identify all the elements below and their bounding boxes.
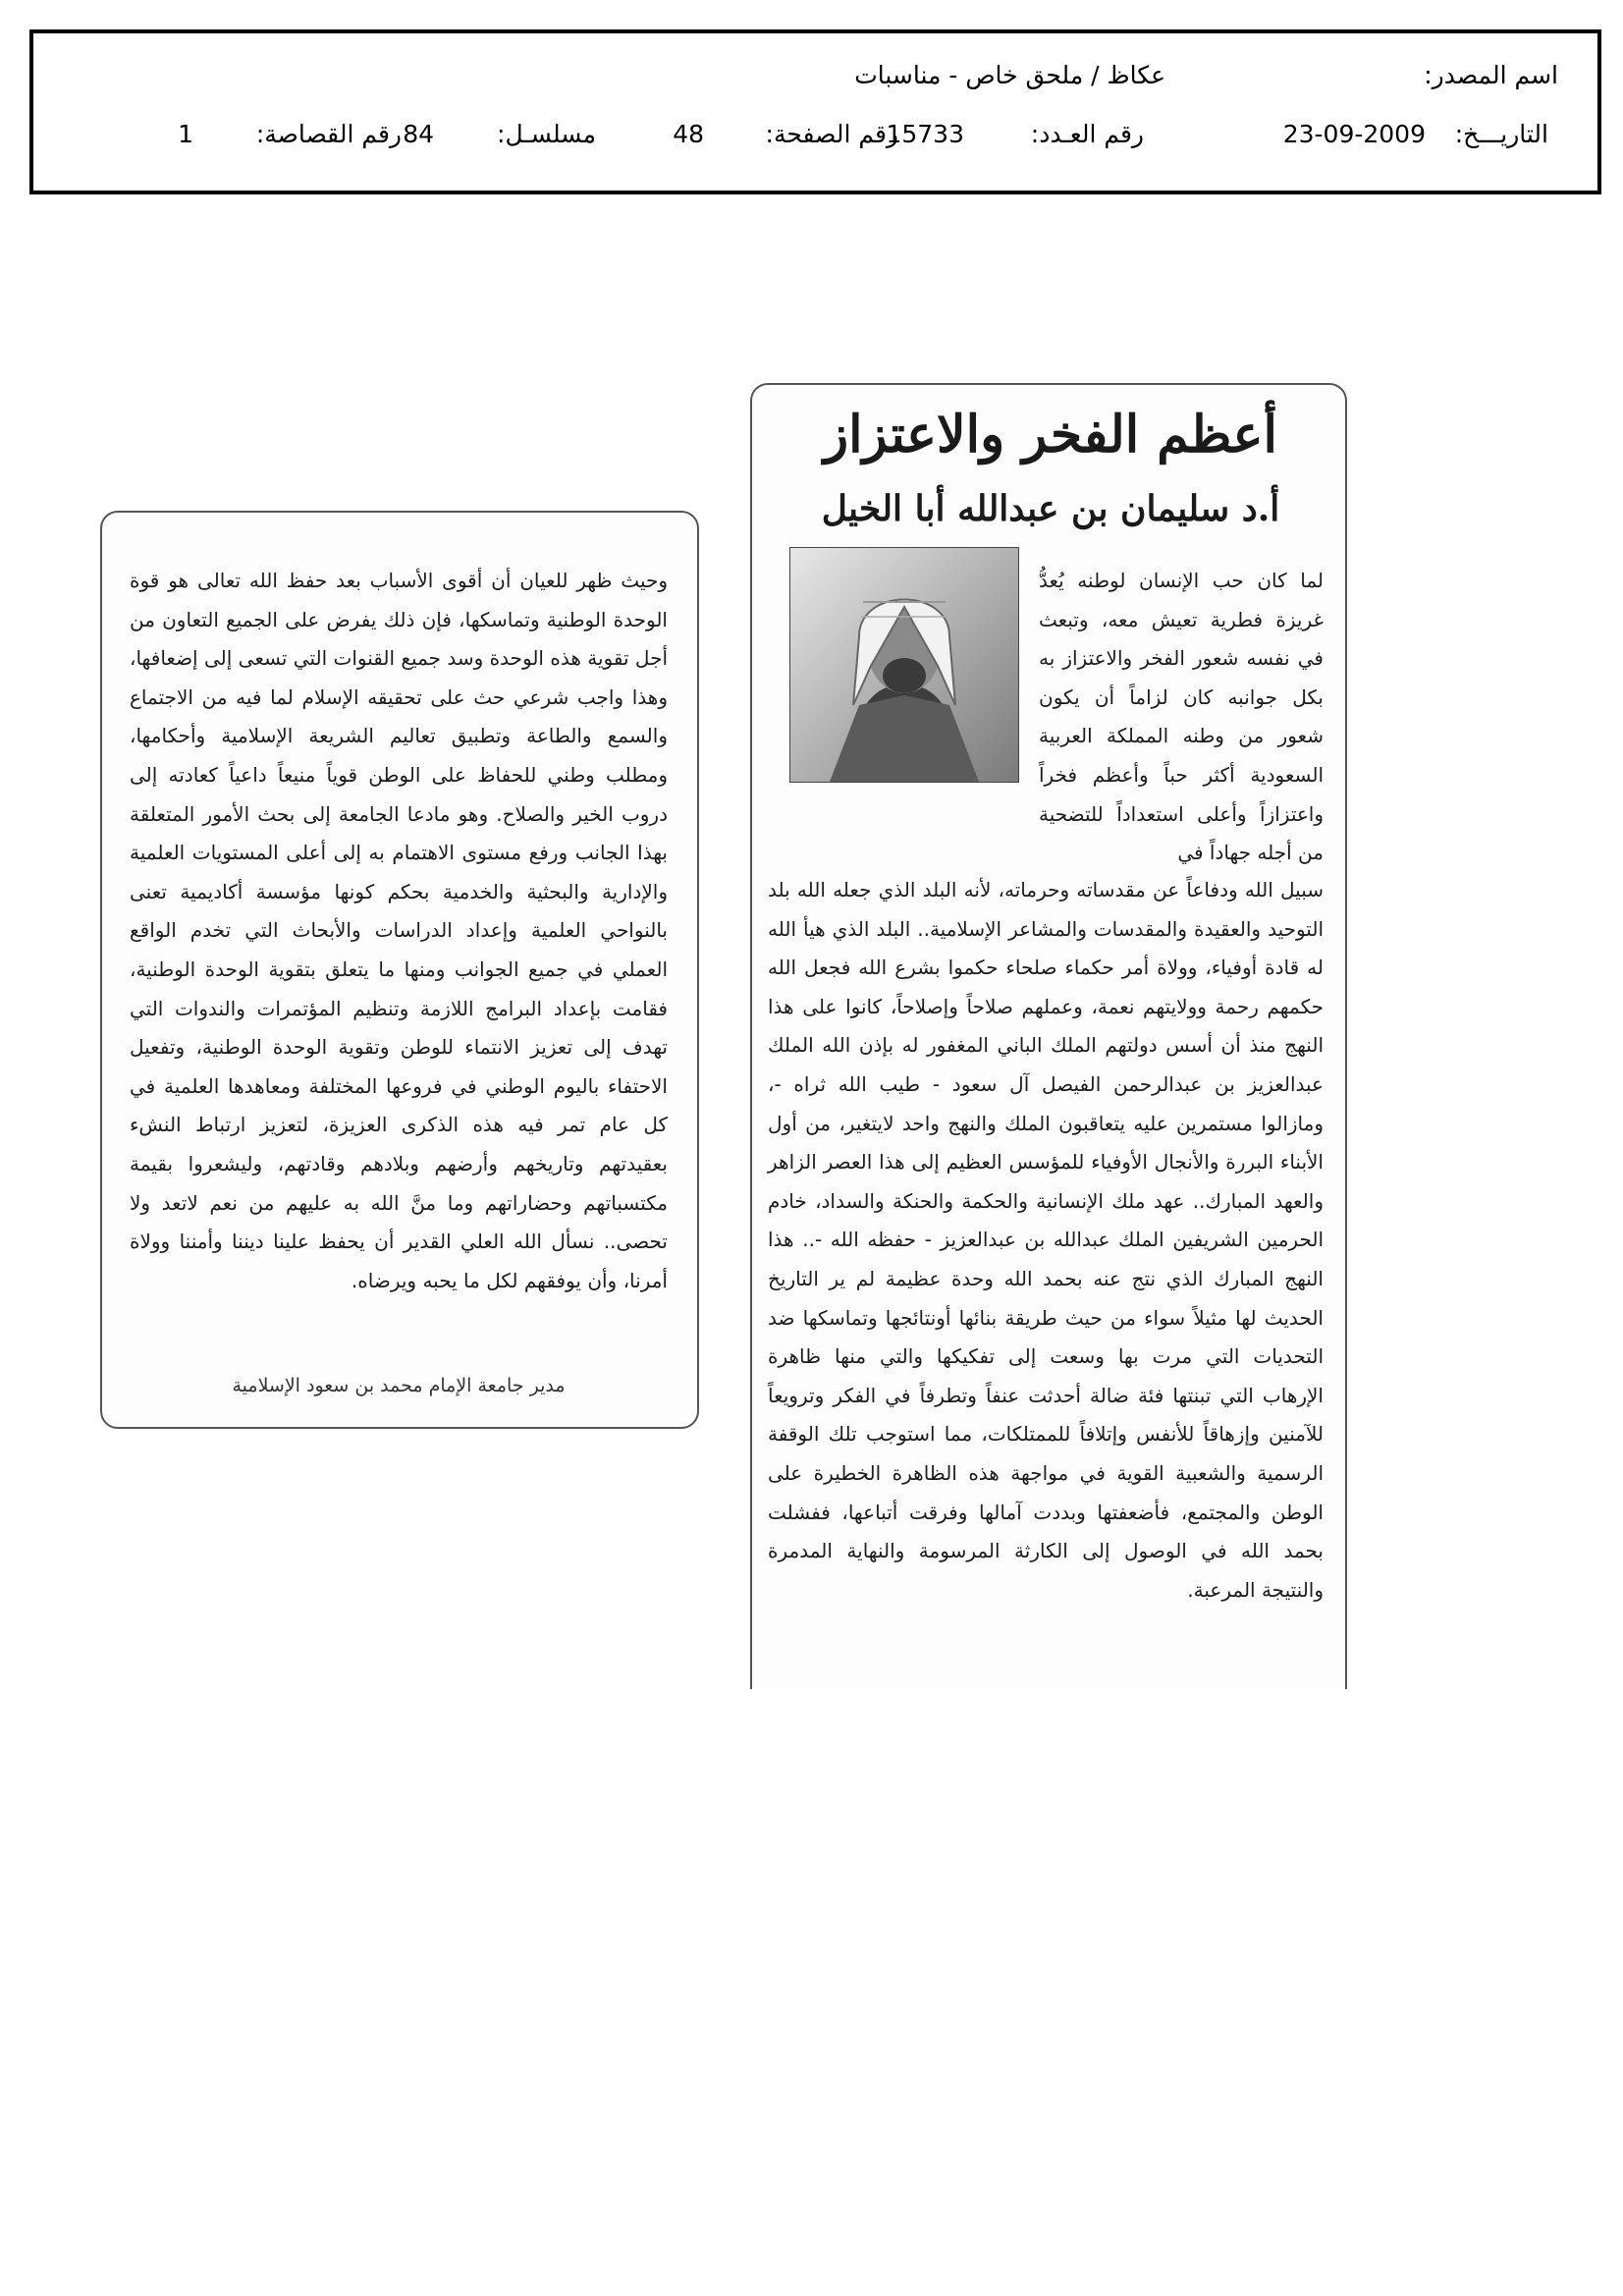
clip-number-label: رقم القصاصة: <box>255 120 402 148</box>
serial-value: 84 <box>403 120 434 148</box>
author-portrait-image <box>790 548 1018 782</box>
article-clip-continuation <box>100 511 699 1429</box>
source-label: اسم المصدر: <box>1424 61 1558 89</box>
serial-label: مسلسـل: <box>497 120 596 148</box>
article-paragraph-continued: وحيث ظهر للعيان أن أقوى الأسباب بعد حفظ الله تعالى هو قوة الوحدة الوطنية وتماسكها، فإن ذلك يفرض على الجميع التعاون من أجل تقوية هذه الوحدة وسد جميع القنوات التي تسعى إلى إضعافها، وهذا واجب شرعي حث على تحقيقه الإسلام لما فيه من الاجتماع والسمع والطاعة وتطبيق تعاليم الشريعة الإسلامية وأحكامها، ومطلب وطني للحفاظ على الوطن قوياً منيعاً داعياً كعادته إلى دروب الخير والصلاح. وهو مادعا الجامعة إلى بحث الأمور المتعلقة بهذا الجانب ورفع مستوى الاهتمام به إلى أعلى المستويات العلمية والإدارية والبحثية والخدمية بحكم كونها مؤسسة أكاديمية تعنى بالنواحي العلمية وإعداد الدراسات والأبحاث التي تخدم الواقع العملي في جميع الجوانب ومنها ما يتعلق بتقوية الوحدة الوطنية، فقامت بإعداد البرامج اللازمة وتنظيم المؤتمرات والندوات التي تهدف إلى تعزيز الانتماء للوطن وتقوية الوحدة الوطنية، وتفعيل الاحتفاء باليوم الوطني في فروعها المختلفة ومعاهدها العلمية في كل عام تمر فيه هذه الذكرى العزيزة، لتعزيز ارتباط النشء بعقيدتهم وتاريخهم وأرضهم وبلادهم وقادتهم، وليشعروا بقيمة مكتسباتهم وحضاراتهم وما منَّ الله به عليهم من نعم لاتعد ولا تحصى.. نسأل الله العلي القدير أن يحفظ علينا ديننا وأمننا وولاة أمرنا، وأن يوفقهم لكل ما يحبه ويرضاه. <box>130 569 668 1292</box>
article-signature: مدير جامعة الإمام محمد بن سعود الإسلامية <box>232 1375 566 1396</box>
page-label: رقم الصفحة: <box>765 120 898 148</box>
document-header <box>29 29 1601 194</box>
issue-label: رقم العـدد: <box>1030 120 1144 148</box>
date-label: التاريـــخ: <box>1454 120 1548 148</box>
page-value: 48 <box>673 120 704 148</box>
article-author: أ.د سليمان بن عبدالله أبا الخيل <box>821 488 1280 529</box>
article-paragraph-intro: لما كان حب الإنسان لوطنه يُعدُّ غريزة فطرية تعيش معه، وتبعث في نفسه شعور الفخر والاعتزاز به بكل جوانبه كان لزاماً أن يكون شعور من وطنه المملكة العربية السعودية أكثر حباً وأعظم فخراً واعتزازاً وأعلى استعداداً للتضحية من أجله جهاداً في <box>1039 569 1324 865</box>
date-value: 23-09-2009 <box>1282 120 1426 148</box>
article-paragraph-main: سبيل الله ودفاعاً عن مقدساته وحرماته، لأنه البلد الذي جعله الله بلد التوحيد والعقيدة والمقدسات والمشاعر الإسلامية.. البلد الذي هيأ الله له قادة أوفياء، وولاة أمر حكماء صلحاء حكموا بشرع الله فجعل الله حكمهم رحمة وولايتهم نعمة، وعملهم صلاحاً وإصلاحاً، كانوا على هذا النهج منذ أن أسس دولتهم الملك الباني المغفور له بإذن الله الملك عبدالعزيز بن عبدالرحمن الفيصل آل سعود - طيب الله ثراه -، ومازالوا مستمرين عليه يتعاقبون الملك والنهج واحد لايتغير، من أول الأبناء البررة والأنجال الأوفياء للمؤسس العظيم إلى هذا العصر الزاهر والعهد المبارك.. عهد ملك الإنسانية والحكمة والحنكة والسداد، خادم الحرمين الشريفين الملك عبدالله بن عبدالعزيز - حفظه الله -.. هذا النهج المبارك الذي نتج عنه بحمد الله وحدة عظيمة لم ير التاريخ الحديث لها مثيلاً سواء من حيث طريقة بنائها أونتائجها وتماسكها ضد التحديات التي مرت بها وسعت إلى تفكيكها والتي منها ظاهرة الإرهاب التي تبنتها فئة ضالة أحدثت عنفاً وتطرفاً في الفكر وترويعاً للآمنين وإزهاقاً للأنفس وإتلافاً للممتلكات، مما استوجب تلك الوقفة الرسمية والشعبية القوية في مواجهة هذه الظاهرة الخطيرة على الوطن والمجتمع، فأضعفتها وبددت آمالها وفرقت أتباعها، ففشلت بحمد الله في الوصول إلى الكارثة المرسومة والنهاية المدمرة والنتيجة المرعبة. <box>768 878 1324 1602</box>
clip-number-value: 1 <box>178 120 193 148</box>
article-clip-main <box>750 383 1347 1689</box>
article-title: أعظم الفخر والاعتزاز <box>824 405 1277 465</box>
issue-value: 15733 <box>886 120 964 148</box>
author-photo <box>789 547 1019 783</box>
source-value: عكاظ / ملحق خاص - مناسبات <box>854 61 1165 89</box>
